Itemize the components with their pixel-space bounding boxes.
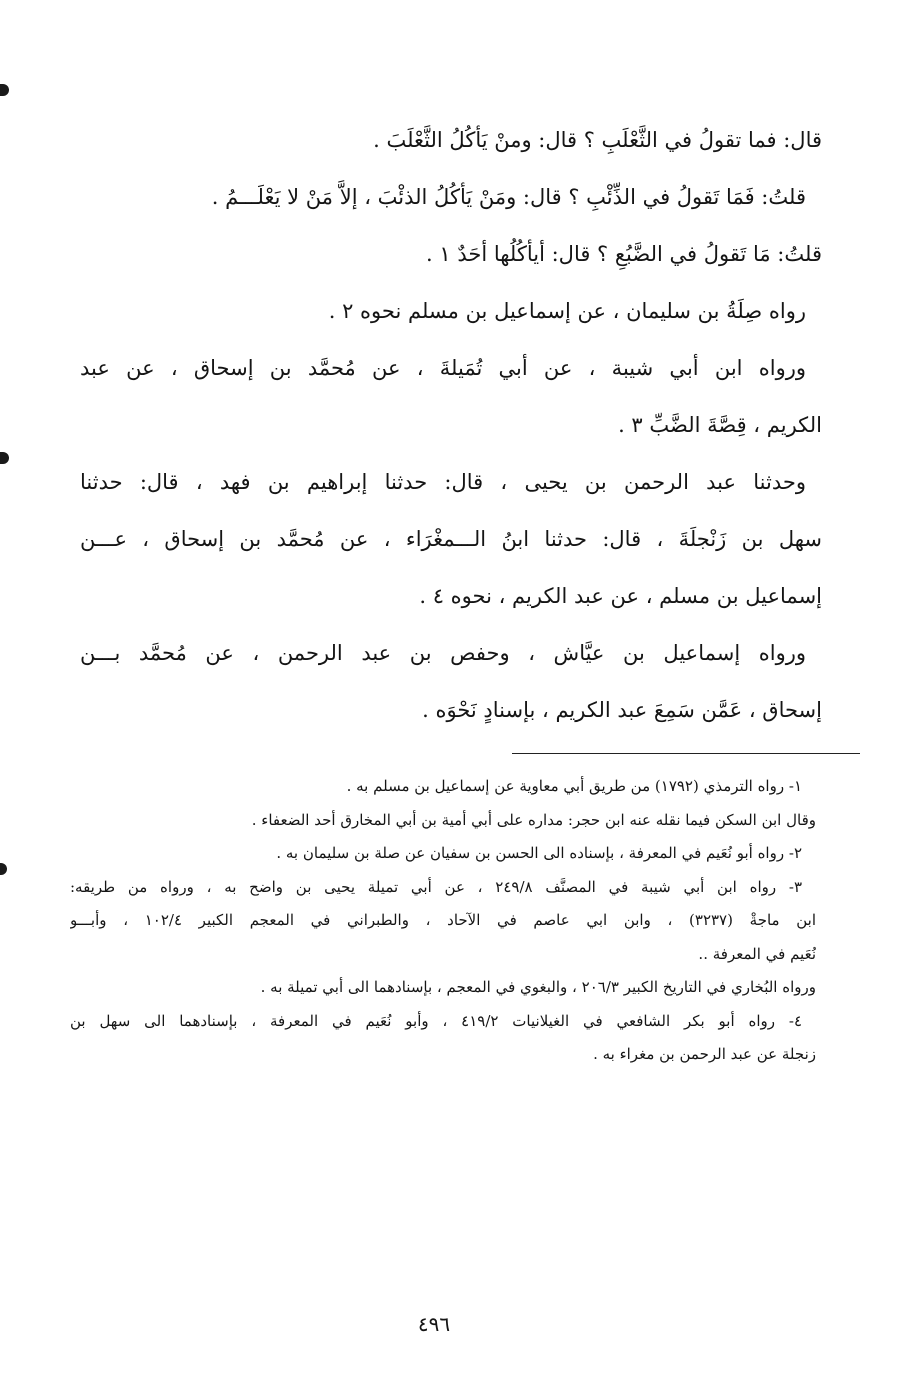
text-line: رواه صِلَةُ بن سليمان ، عن إسماعيل بن مسلم نحوه ٢ .	[328, 299, 806, 323]
footnote-line: ورواه البُخاري في التاريخ الكبير ٢٠٦/٣ ، والبغوي في المعجم ، بإسنادهما الى أبي تميلة به .	[260, 978, 816, 996]
scan-edge-mark	[0, 452, 9, 464]
main-text	[80, 112, 822, 739]
text-line: قلتُ: مَا تَقولُ في الضَّبُعِ ؟ قال: أيأكُلُها أحَدٌ ١ .	[426, 242, 822, 266]
scan-edge-mark	[0, 84, 9, 96]
text-line: ورواه إسماعيل بن عيَّاش ، وحفص بن عبد الرحمن ، عن مُحمَّد بـــن	[80, 641, 806, 665]
text-line: قال: فما تقولُ في الثَّعْلَبِ ؟ قال: ومنْ يَأكُلُ الثَّعْلَبَ .	[373, 128, 822, 152]
footnote-line: ٣- رواه ابن أبي شيبة في المصنَّف ٢٤٩/٨ ، عن أبي تميلة يحيى بن واضح به ، ورواه من طريقه:	[70, 877, 803, 896]
footnote-line: نُعَيم في المعرفة ..	[698, 944, 816, 963]
text-line: إسحاق ، عَمَّن سَمِعَ عبد الكريم ، بإسنادٍ نَحْوَه .	[422, 698, 822, 722]
footnote-line: ٢- رواه أبو نُعَيم في المعرفة ، بإسناده الى الحسن بن سفيان عن صلة بن سليمان به .	[276, 844, 802, 862]
footnote-line: زنجلة عن عبد الرحمن بن مغراء به .	[593, 1045, 816, 1063]
text-line: وحدثنا عبد الرحمن بن يحيى ، قال: حدثنا إبراهيم بن فهد ، قال: حدثنا	[80, 470, 806, 494]
footnotes	[70, 770, 816, 1072]
footnote-line: ابن ماجةْ (٣٢٣٧) ، وابن ابي عاصم في الآحاد ، والطبراني في المعجم الكبير ١٠٢/٤ ، وأبـــو	[70, 911, 816, 929]
text-line: إسماعيل بن مسلم ، عن عبد الكريم ، نحوه ٤ .	[419, 584, 822, 608]
footnote-line: ١- رواه الترمذي (١٧٩٢) من طريق أبي معاوية عن إسماعيل بن مسلم به .	[346, 777, 802, 795]
text-line: ورواه ابن أبي شيبة ، عن أبي تُمَيلةَ ، عن مُحمَّد بن إسحاق ، عن عبد	[80, 356, 806, 380]
text-line: سهل بن زَنْجلَةَ ، قال: حدثنا ابنُ الـــمغْرَاء ، عن مُحمَّد بن إسحاق ، عـــن	[80, 527, 822, 551]
footnote-line: وقال ابن السكن فيما نقله عنه ابن حجر: مداره على أبي أمية بن أبي المخارق أحد الضعفاء .	[251, 810, 816, 829]
scan-edge-mark	[0, 863, 7, 875]
page-number: ٤٩٦	[417, 1312, 451, 1336]
text-line: الكريم ، قِصَّةَ الضَّبِّ ٣ .	[618, 413, 822, 437]
text-line: قلتُ: فَمَا تَقولُ في الذِّئْبِ ؟ قال: ومَنْ يَأكُلُ الذئْبَ ، إلاَّ مَنْ لا يَعْلَـــمُ .	[211, 185, 806, 209]
footnote-separator	[512, 753, 860, 754]
footnote-line: ٤- رواه أبو بكر الشافعي في الغيلانيات ٤١٩/٢ ، وأبو نُعَيم في المعرفة ، بإسنادهما الى سهل بن	[70, 1011, 802, 1030]
